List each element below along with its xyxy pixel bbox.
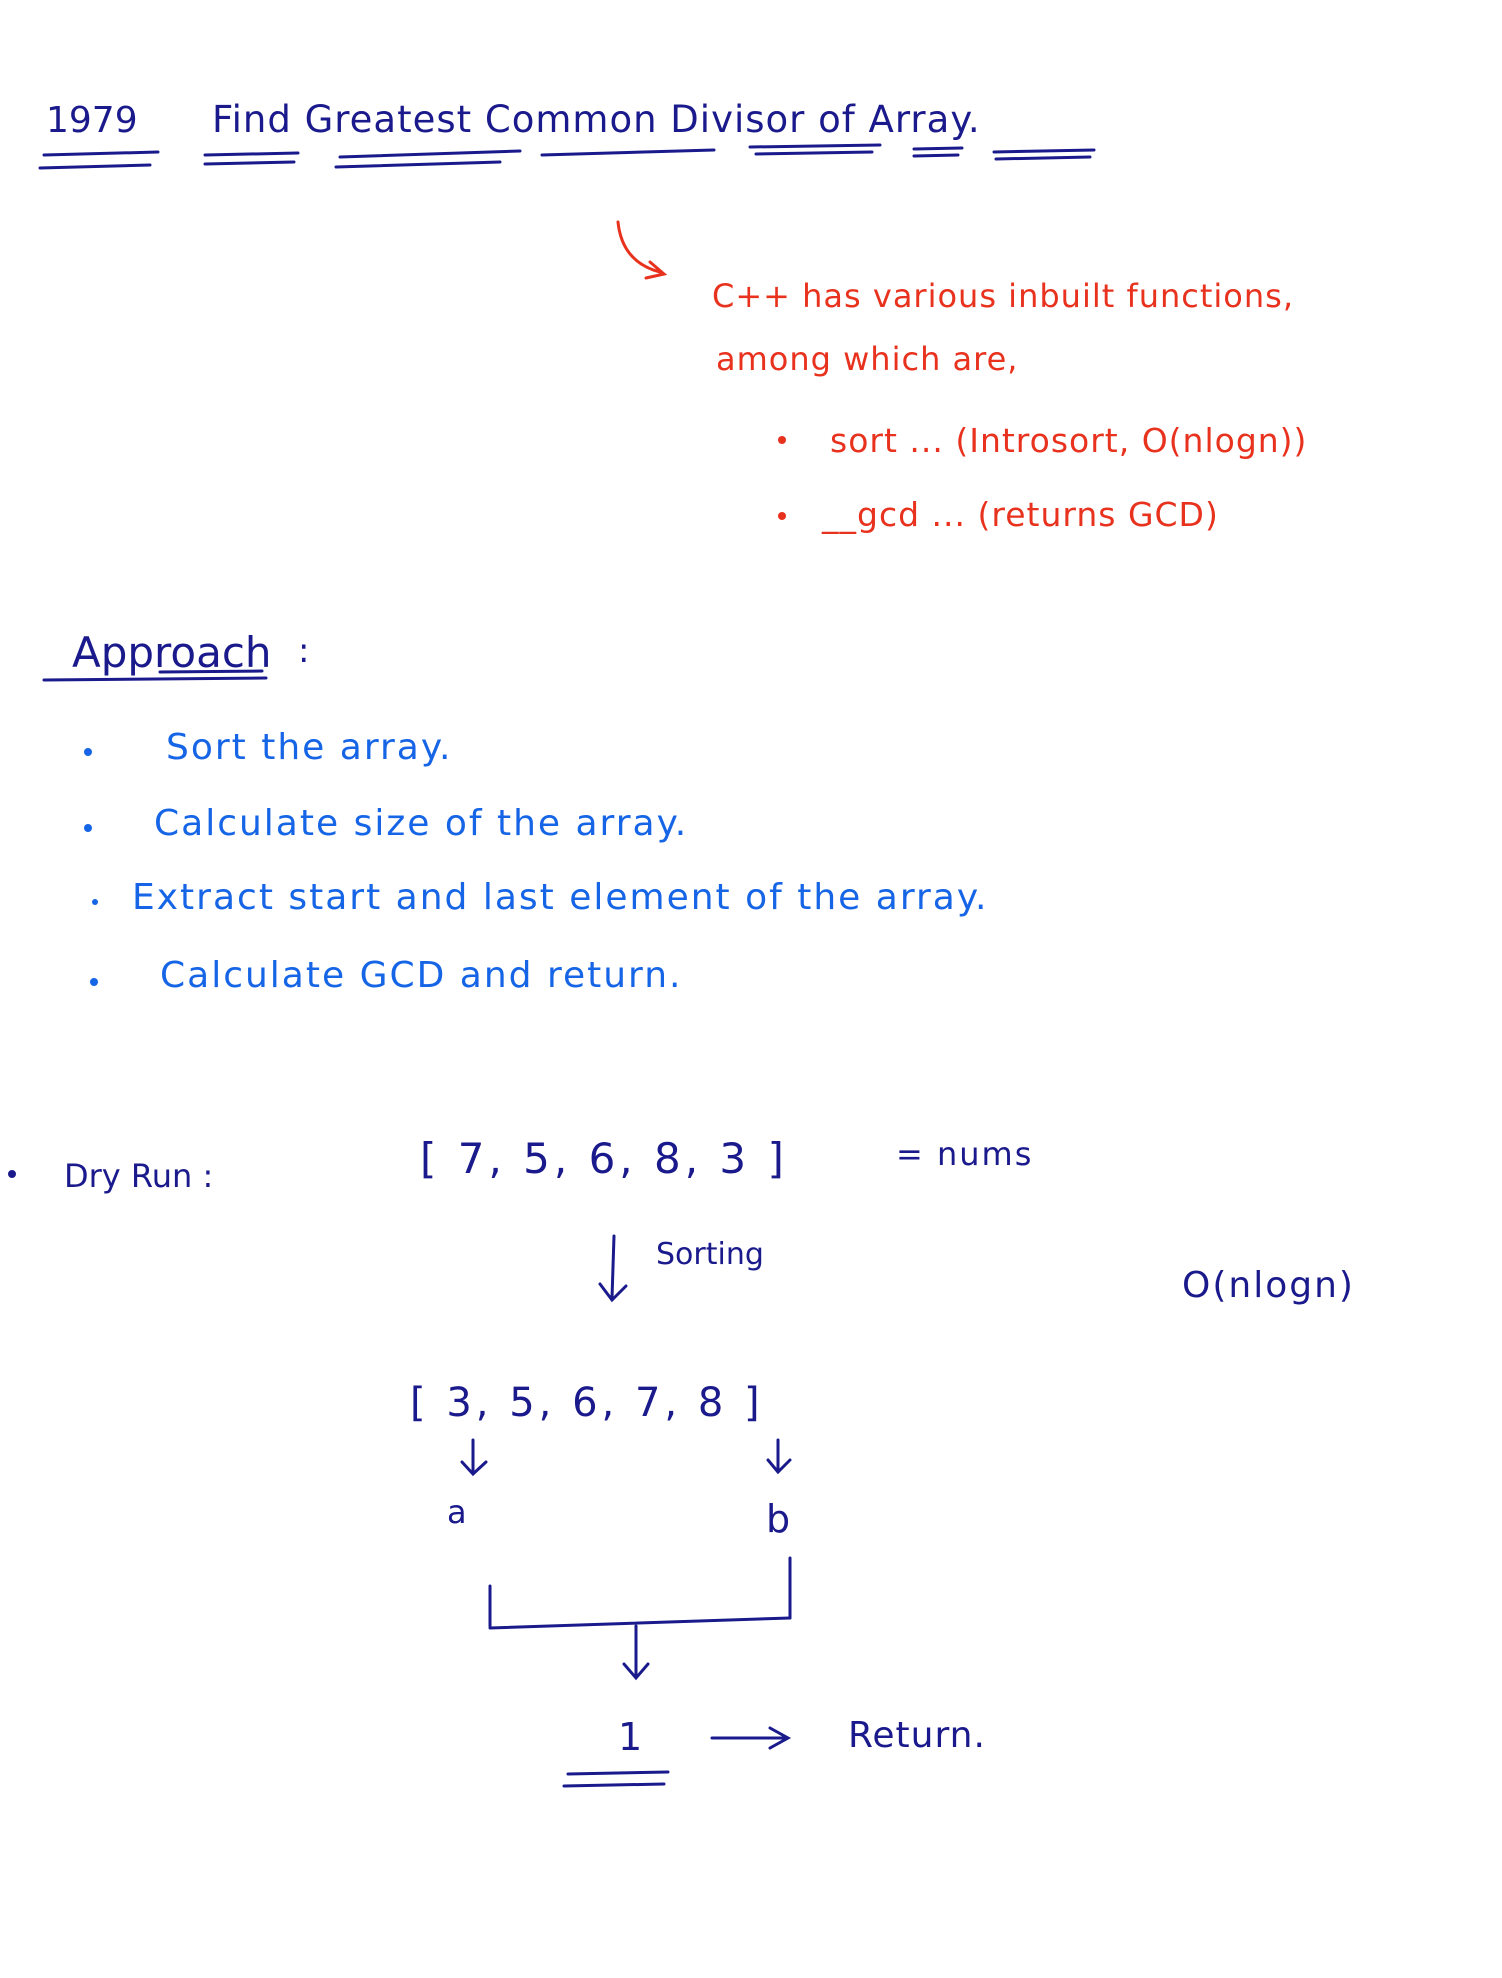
approach-bullet-1 — [84, 748, 92, 756]
sort-down-arrow — [600, 1236, 626, 1300]
result-value: 1 — [618, 1715, 643, 1759]
bracket-base — [490, 1618, 790, 1628]
complexity-label: O(nlogn) — [1182, 1265, 1355, 1306]
dry-run-bullet — [10, 1172, 15, 1177]
cpp-note-line1: C++ has various inbuilt functions, — [712, 277, 1294, 315]
cpp-note-item-gcd: __gcd ... (returns GCD) — [822, 495, 1219, 534]
approach-step-1: Sort the array. — [166, 727, 453, 768]
arrow-to-b — [768, 1440, 790, 1472]
title-underline-common — [542, 150, 714, 155]
cpp-bullet-2 — [778, 512, 786, 520]
page-title: Find Greatest Common Divisor of Array. — [212, 98, 981, 141]
title-underline-of — [914, 148, 962, 156]
approach-heading: Approach — [72, 628, 272, 677]
arrow-to-a — [462, 1440, 486, 1474]
approach-step-2: Calculate size of the array. — [154, 803, 689, 844]
return-arrow — [712, 1728, 788, 1748]
approach-bullet-4 — [90, 978, 98, 986]
approach-bullet-2 — [84, 824, 92, 832]
result-label: Return. — [848, 1715, 986, 1756]
title-underline-find — [205, 153, 298, 164]
approach-step-4: Calculate GCD and return. — [160, 955, 683, 996]
cpp-note-line2: among which are, — [716, 340, 1019, 378]
title-underline-number — [40, 152, 158, 168]
first-element-label: a — [447, 1493, 467, 1531]
last-element-label: b — [766, 1497, 791, 1541]
approach-colon: : — [298, 631, 310, 671]
title-underline-divisor — [750, 145, 880, 154]
approach-bullet-3 — [92, 899, 98, 905]
title-underline-greatest — [336, 151, 520, 167]
title-number: 1979 — [46, 100, 138, 141]
cpp-bullet-1 — [778, 436, 786, 444]
dry-run-label: Dry Run : — [64, 1157, 214, 1195]
input-array-name: = nums — [896, 1135, 1034, 1173]
sorting-label: Sorting — [656, 1237, 764, 1272]
sorted-array: [ 3, 5, 6, 7, 8 ] — [410, 1380, 764, 1426]
merge-down-arrow — [624, 1626, 648, 1678]
input-array: [ 7, 5, 6, 8, 3 ] — [420, 1134, 788, 1183]
cpp-note-item-sort: sort ... (Introsort, O(nlogn)) — [830, 421, 1308, 460]
note-pointer-arrow — [618, 222, 664, 278]
approach-underline — [44, 671, 266, 680]
result-underline — [564, 1772, 668, 1786]
approach-step-3: Extract start and last element of the array. — [132, 877, 989, 918]
title-underline-array — [994, 150, 1094, 159]
